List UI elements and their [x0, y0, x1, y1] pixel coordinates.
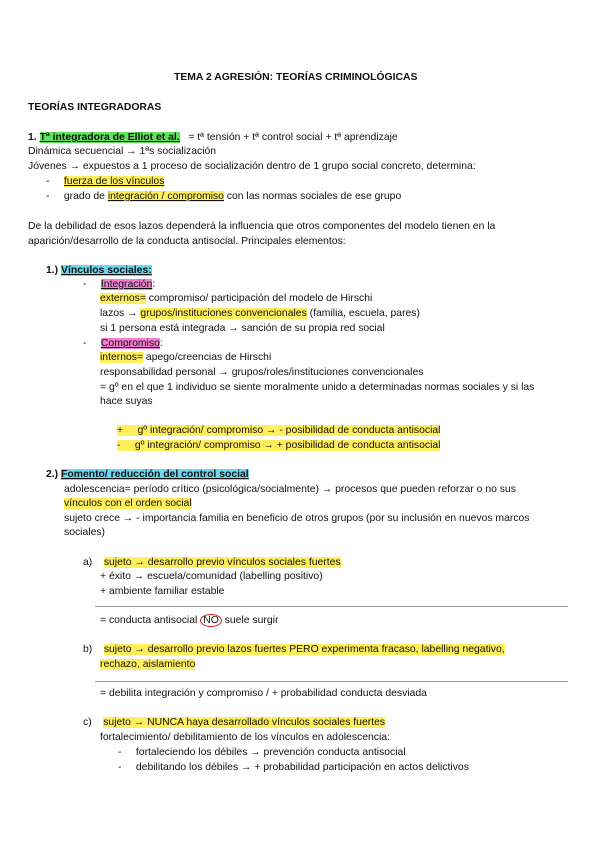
text: suele surgir — [221, 615, 279, 626]
text: = conducta antisocial — [100, 615, 201, 626]
theory-heading — [28, 131, 398, 145]
highlight: externos= — [100, 293, 146, 304]
highlight: sujeto → NUNCA haya desarrollado vínculos sociales fuertes — [103, 717, 386, 728]
label-highlight: Compromiso — [100, 338, 160, 349]
bullet-item: - grado de integración / compromiso con las normas sociales de ese grupo — [46, 191, 402, 202]
bullet-item: - debilitando los débiles → + probabilidad participación en actos delictivos — [118, 762, 469, 773]
divider — [95, 681, 568, 682]
text-line — [100, 351, 271, 365]
highlight: sujeto → desarrollo previo vínculos sociales fuertes — [103, 557, 341, 568]
theory-name: Tª integradora de Elliot et al. — [39, 132, 180, 143]
subsection-heading — [46, 468, 249, 482]
bullet-item: - fuerza de los vínculos — [46, 176, 165, 187]
highlight: fuerza de los vínculos — [63, 176, 165, 187]
subsection-number: 2.) — [46, 469, 59, 480]
theory-number: 1. — [28, 132, 37, 143]
subsection-number: 1.) — [46, 265, 59, 276]
highlight: vínculos con el orden social — [64, 498, 192, 509]
text-line — [64, 497, 192, 511]
page-title: TEMA 2 AGRESIÓN: TEORÍAS CRIMINOLÓGICAS — [174, 72, 418, 83]
section-heading: TEORÍAS INTEGRADORAS — [28, 102, 162, 113]
case-label: b) — [83, 644, 93, 655]
subsection-title: Fomento/ reducción del control social — [61, 469, 249, 480]
subsection-heading — [46, 264, 152, 278]
text: con las normas sociales de ese grupo — [223, 191, 402, 202]
text: fortaleciendo los débiles → prevención conducta antisocial — [135, 747, 406, 758]
text-line: sujeto crece → - importancia familia en beneficio de otros grupos (por su inclusión en nuevos marcos — [64, 513, 530, 524]
case-label: a) — [83, 557, 93, 568]
case-c — [83, 716, 385, 730]
text-line: + éxito → escuela/comunidad (labelling positivo) — [100, 571, 323, 582]
text-line: Dinámica secuencial → 1ªs socialización — [28, 146, 217, 157]
case-label: c) — [83, 717, 92, 728]
text: : — [152, 279, 156, 290]
text: compromiso/ participación del modelo de Hirschi — [145, 293, 373, 304]
text-line: Jóvenes → expuestos a 1 proceso de socialización dentro de 1 grupo social concreto, determina: — [28, 161, 476, 172]
bullet-item: - fortaleciendo los débiles → prevención conducta antisocial — [118, 747, 406, 758]
paragraph-line: De la debilidad de esos lazos dependerá la influencia que otros componentes del modelo tienen en la — [28, 221, 496, 232]
text: (familia, escuela, pares) — [306, 308, 420, 319]
text: grado de — [63, 191, 108, 202]
highlight: sujeto → desarrollo previo lazos fuertes PERO experimenta fracaso, labelling negativo, — [103, 644, 505, 655]
text-line: hace suyas — [100, 396, 153, 407]
paragraph-line: aparición/desarrollo de la conducta antisocial. Principales elementos: — [28, 236, 346, 247]
subsection-title: Vínculos sociales: — [61, 265, 152, 276]
highlight: grupos/instituciones convencionales — [140, 308, 307, 319]
list-item: - Integración: — [83, 279, 156, 290]
circled-no: NO — [200, 614, 222, 627]
text-line: = gº en el que 1 individuo se siente moralmente unido a determinadas normas sociales y si las — [100, 382, 535, 393]
text-line: + ambiente familiar estable — [100, 586, 225, 597]
text-line: adolescencia= período crítico (psicológica/socialmente) → procesos que pueden reforzar o no sus — [64, 484, 516, 495]
text: debilitando los débiles → + probabilidad participación en actos delictivos — [135, 762, 469, 773]
conclusion-minus — [117, 439, 440, 453]
text-line — [100, 307, 420, 321]
conclusion-plus — [117, 424, 440, 438]
result-line: = debilita integración y compromiso / + probabilidad conducta desviada — [100, 688, 427, 699]
theory-formula: = tª tensión + tª control social + tª aprendizaje — [188, 132, 398, 143]
case-a — [83, 556, 341, 570]
divider — [95, 606, 568, 607]
text: lazos → — [100, 308, 141, 319]
text-line: sociales) — [64, 527, 105, 538]
highlight: internos= — [100, 352, 144, 363]
highlight: rechazo, aislamiento — [100, 659, 196, 670]
text-line: si 1 persona está integrada → sanción de su propia red social — [100, 323, 385, 334]
text-line: fortalecimiento/ debilitamiento de los vínculos en adolescencia: — [100, 732, 390, 743]
text-line: responsabilidad personal → grupos/roles/instituciones convencionales — [100, 367, 424, 378]
label-highlight: Integración — [100, 279, 153, 290]
text-line — [100, 292, 372, 306]
text: apego/creencias de Hirschi — [143, 352, 272, 363]
highlight: integración / compromiso — [107, 191, 224, 202]
result-line — [100, 614, 278, 628]
text: : — [159, 338, 163, 349]
highlight: + gº integración/ compromiso → - posibilidad de conducta antisocial — [117, 425, 441, 436]
list-item: - Compromiso: — [83, 338, 163, 349]
case-b — [83, 643, 505, 657]
text-line — [100, 658, 195, 672]
highlight: - gº integración/ compromiso → + posibilidad de conducta antisocial — [117, 440, 441, 451]
